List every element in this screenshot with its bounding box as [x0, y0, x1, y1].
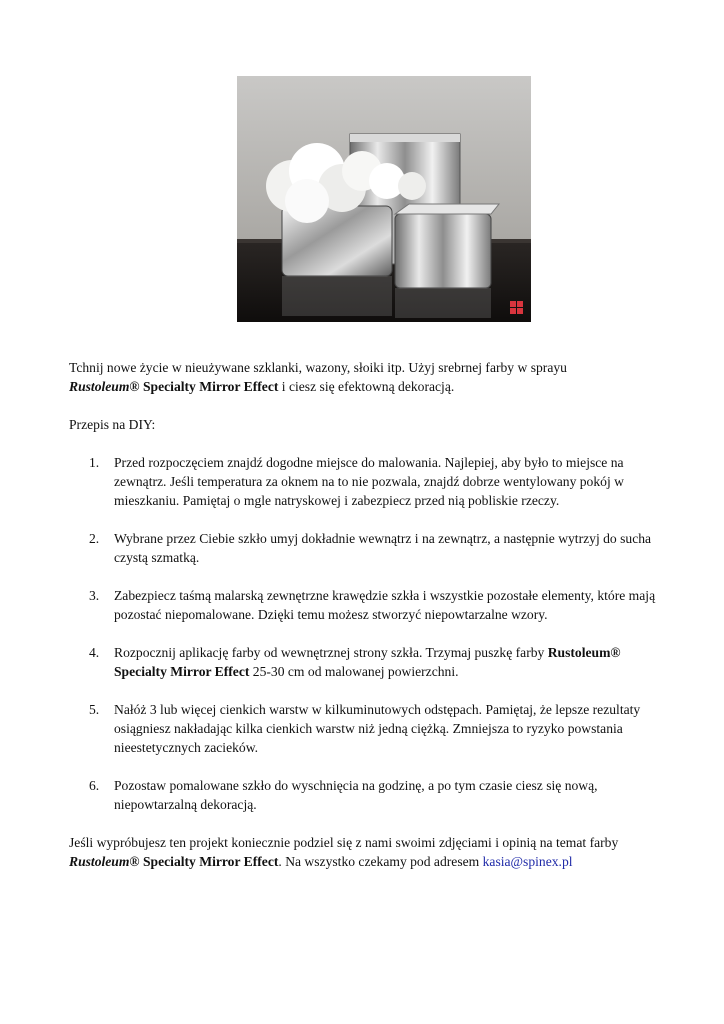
step-text: Przed rozpoczęciem znajdź dogodne miejsce do malowania. Najlepiej, aby było to miejsce na zewnątrz. Jeśli temperatura za oknem na to nie pozwala, znajdź dobrze wentylowany pokój w mieszkaniu. Pamiętaj o mgle natryskowej i zabezpiecz przed nią pobliskie rzeczy. [114, 455, 624, 508]
step-text: 25-30 cm od malowanej powierzchni. [249, 664, 459, 679]
step-number: 4. [89, 645, 100, 660]
step-number: 1. [89, 455, 100, 470]
steps-list [69, 453, 669, 814]
outro-paragraph [69, 833, 669, 871]
step-text: Pozostaw pomalowane szkło do wyschnięcia na godzinę, a po tym czasie ciesz się nową, niepowtarzalną dekoracją. [114, 778, 598, 812]
brand-name: Specialty Mirror Effect [139, 379, 279, 394]
article-body [69, 358, 669, 871]
list-item [69, 643, 669, 681]
brand-italic: Rustoleum® [69, 379, 140, 394]
recipe-heading: Przepis na DIY: [69, 417, 156, 432]
step-number: 2. [89, 531, 100, 546]
outro-text: Jeśli wypróbujesz ten projekt koniecznie podziel się z nami swoimi zdjęciami i opinią na temat farby [69, 835, 619, 850]
step-text: Wybrane przez Ciebie szkło umyj dokładnie wewnątrz i na zewnątrz, a następnie wytrzyj do sucha czystą szmatką. [114, 531, 652, 565]
brand-name: Rustoleum® Specialty Mirror Effect [114, 645, 621, 679]
intro-paragraph [69, 358, 669, 396]
right-vase [395, 204, 499, 288]
brand-name: Specialty Mirror Effect [139, 854, 279, 869]
list-item [69, 586, 669, 624]
step-text: Nałóż 3 lub więcej cienkich warstw w kilkuminutowych odstępach. Pamiętaj, że lepsze rezultaty osiągniesz nakładając kilka cienkich warstw niż jedną ciężką. Zmniejsza to ryzyko powstania nieestetycznych zacieków. [114, 702, 641, 755]
list-item [69, 529, 669, 567]
step-text: Zabezpiecz taśmą malarską zewnętrzne krawędzie szkła i wszystkie pozostałe elementy, które mają pozostać niepomalowane. Dzięki temu możesz stworzyć niepowtarzalne wzory. [114, 588, 656, 622]
intro-line-end: i ciesz się efektowną dekoracją. [278, 379, 455, 394]
intro-line: Tchnij nowe życie w nieużywane szklanki, wazony, słoiki itp. Użyj srebrnej farby w sprayu [69, 360, 567, 375]
list-item [69, 776, 669, 814]
email-link[interactable]: kasia@spinex.pl [482, 854, 573, 869]
step-text: Rozpocznij aplikację farby od wewnętrznej strony szkła. Trzymaj puszkę farby [114, 645, 548, 660]
step-number: 5. [89, 702, 100, 717]
brand-italic: Rustoleum® [69, 854, 140, 869]
list-item [69, 700, 669, 757]
product-photo [237, 76, 531, 322]
step-number: 6. [89, 778, 100, 793]
outro-text: . Na wszystko czekamy pod adresem [278, 854, 483, 869]
step-number: 3. [89, 588, 100, 603]
list-item [69, 453, 669, 510]
